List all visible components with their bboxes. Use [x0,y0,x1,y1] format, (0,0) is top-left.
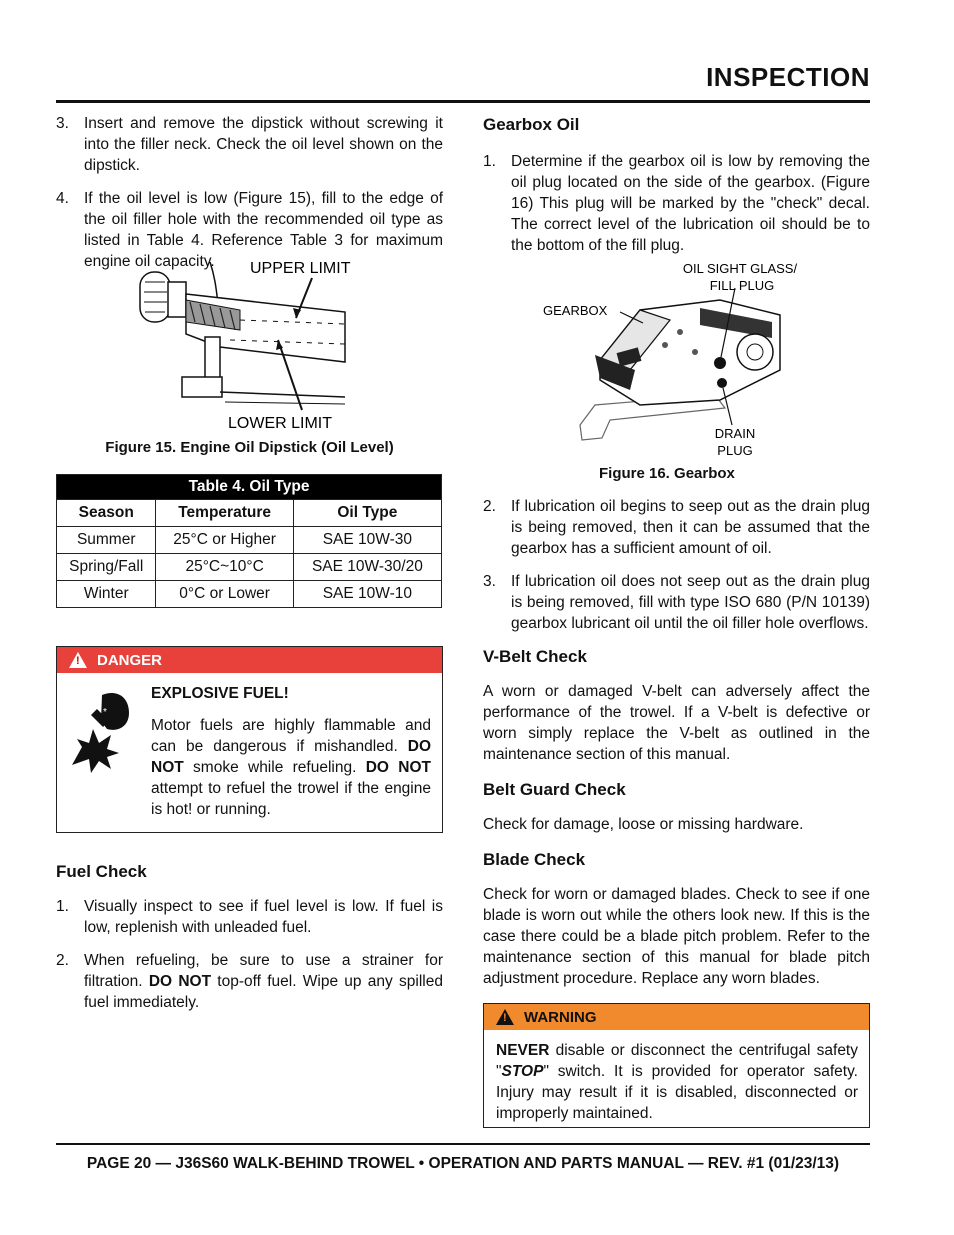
gearbox-label: GEARBOX [543,303,608,318]
vbelt-text: A worn or damaged V-belt can adversely affect the performance of the trowel. If a V-belt is defective or worn simply replace the V-belt as outlined in the maintenance section of this manual. [483,683,870,763]
footer-rule [56,1143,870,1145]
oil-sight-glass-label: OIL SIGHT GLASS/ [682,261,798,276]
explosion-icon [67,687,147,777]
blade-text: Check for worn or damaged blades. Check to see if one blade is worn out while the others look new. If this is the case there could be a blade pitch problem. Refer to the maintenance section of this manual for blade pitch adjustment procedure. Replace any worn blades. [483,886,870,987]
warning-triangle-icon: ! [69,652,87,668]
list-item: 2. If lubrication oil begins to seep out as the drain plug is being removed, then it can be assumed that the gearbox has a sufficient amount of oil. [483,498,870,557]
lower-limit-label: LOWER LIMIT [228,415,333,432]
danger-header: ! DANGER [57,647,442,673]
table-title: Table 4. Oil Type [57,475,442,500]
warning-triangle-icon: ! [496,1009,514,1025]
dipstick-figure [120,252,380,434]
table-row: Spring/Fall 25°C~10°C SAE 10W-30/20 [57,554,442,581]
gearbox-figure [540,260,830,460]
drain-plug-label: PLUG [717,443,753,458]
list-item: 1. Determine if the gearbox oil is low by removing the oil plug located on the side of the gearbox. (Figure 16) This plug will be marked by the "check" decal. The correct level of the lubrication oil should be to the bottom of the fill plug. [483,153,870,254]
gearbox-section [483,114,870,268]
warning-text: NEVER disable or disconnect the centrifugal safety "STOP" switch. It is provided for operator safety. Injury may result if it is disabled, disconnected or improperly maintained. [496,1042,858,1122]
beltguard-text: Check for damage, loose or missing hardware. [483,816,804,833]
table-row: Summer 25°C or Higher SAE 10W-30 [57,527,442,554]
upper-limit-label: UPPER LIMIT [250,260,351,277]
header-rule [56,100,870,103]
drain-label: DRAIN [714,426,756,441]
blade-section [483,849,870,1001]
figure16-caption: Figure 16. Gearbox [599,465,735,482]
danger-text [151,683,431,820]
page-footer: PAGE 20 — J36S60 WALK-BEHIND TROWEL • OPERATION AND PARTS MANUAL — REV. #1 (01/23/13) [86,1155,840,1172]
fill-plug-label: FILL PLUG [709,278,775,293]
gearbox-steps [483,496,870,646]
page-title: INSPECTION [706,62,870,92]
vbelt-heading: V-Belt Check [483,647,587,666]
vbelt-section [483,646,870,777]
blade-heading: Blade Check [483,850,586,869]
danger-box [56,646,443,833]
danger-heading: EXPLOSIVE FUEL! [151,685,289,702]
list-item: 2. When refueling, be sure to use a strainer for filtration. DO NOT top-off fuel. Wipe up any spilled fuel immediately. [56,952,443,1011]
figure15-caption: Figure 15. Engine Oil Dipstick (Oil Level) [105,439,394,456]
fuel-check-section [56,861,443,1025]
list-item: 1. Visually inspect to see if fuel level is low. If fuel is low, replenish with unleaded fuel. [56,898,443,936]
danger-body: Motor fuels are highly flammable and can be dangerous if mishandled. DO NOT smoke while refueling. DO NOT attempt to refuel the trowel if the engine is hot! or running. [151,717,431,818]
table-row: Winter 0°C or Lower SAE 10W-10 [57,581,442,608]
warning-box [483,1003,870,1128]
gearbox-heading: Gearbox Oil [483,115,580,134]
list-item: 4. If the oil level is low (Figure 15), fill to the edge of the oil filler hole with the recommended oil type as listed in Table 4. Reference Table 3 for maximum engine oil capacity. [56,190,443,270]
beltguard-section [483,779,870,847]
fuel-check-heading: Fuel Check [56,862,147,881]
table-header-row: Season Temperature Oil Type [57,500,442,527]
warning-header: ! WARNING [484,1004,869,1030]
list-item: 3. Insert and remove the dipstick without screwing it into the filler neck. Check the oil level shown on the dipstick. [56,115,443,174]
svg-text:*: * [103,707,107,718]
beltguard-heading: Belt Guard Check [483,780,626,799]
list-item: 3. If lubrication oil does not seep out as the drain plug is being removed, fill with type ISO 680 (P/N 10139) gearbox lubricant oil until the oil filler hole overflows. [483,573,870,632]
oil-type-table [56,474,442,608]
